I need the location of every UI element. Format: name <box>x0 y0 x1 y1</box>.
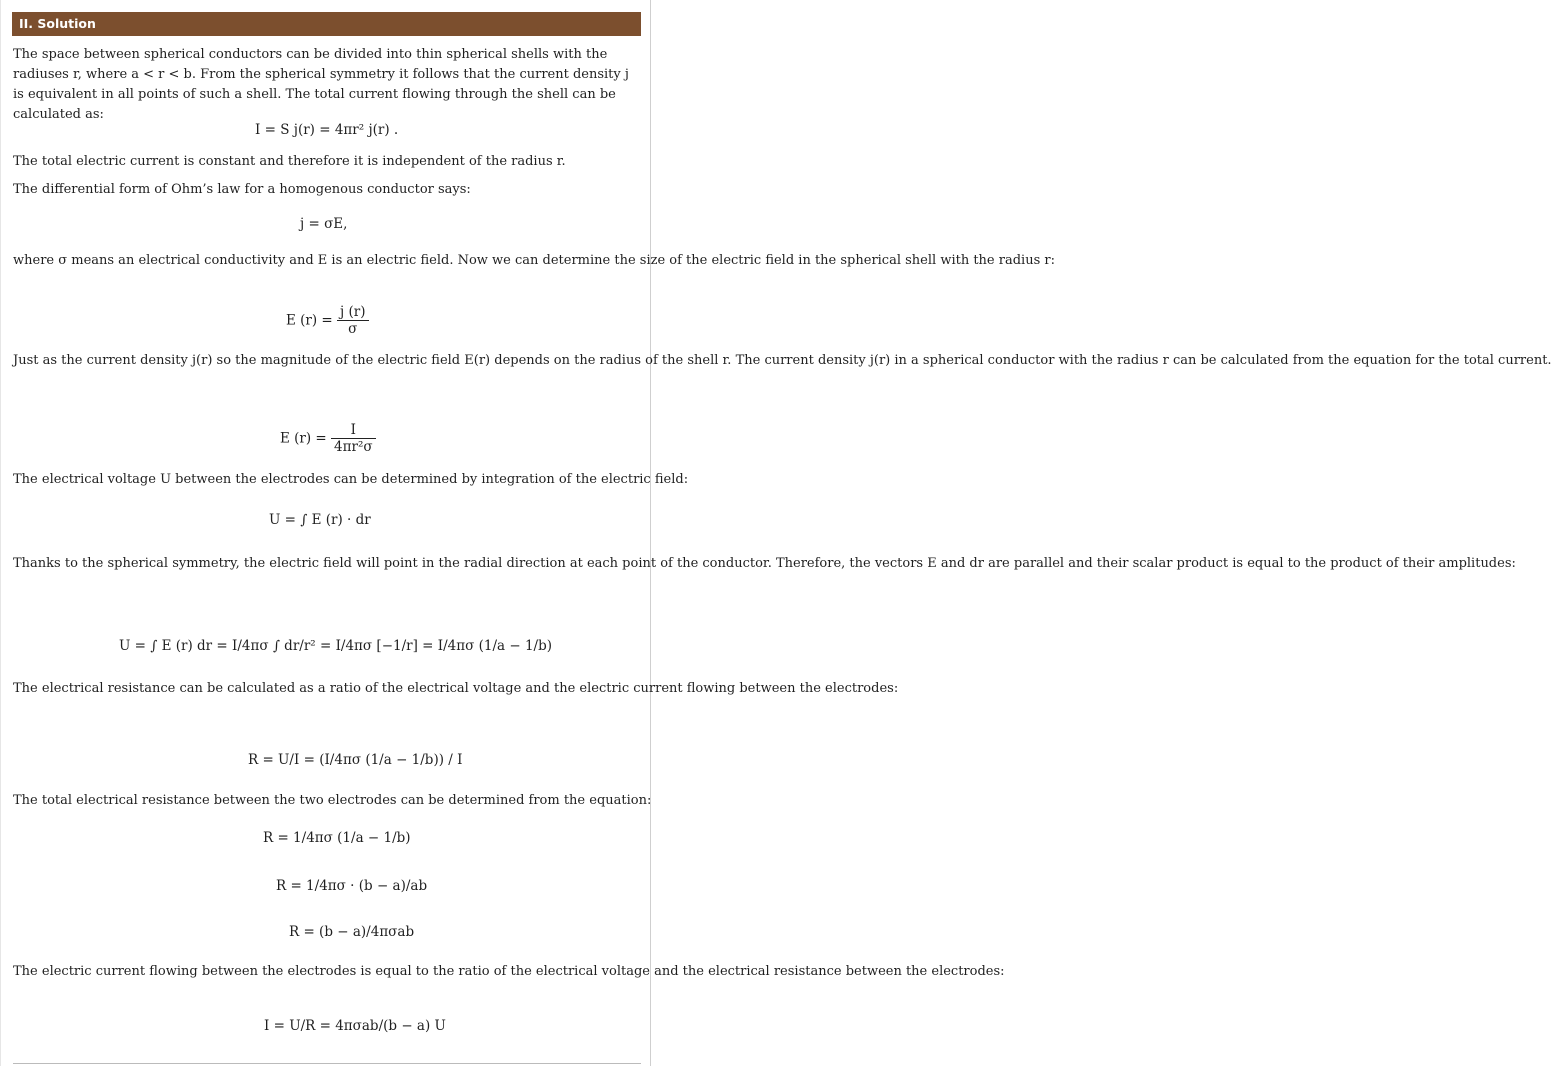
equation-voltage-integral: U = ∫ E (r) · dr <box>269 512 371 528</box>
paragraph-3: The differential form of Ohm’s law for a homogenous conductor says: <box>13 182 471 197</box>
section-title: II. Solution <box>19 16 96 31</box>
paragraph-8: The electrical resistance can be calculated as a ratio of the electrical voltage and the electric current flowing between the electrodes: <box>13 681 899 696</box>
equation-field-density <box>286 304 369 337</box>
equation-voltage-result: U = ∫ E (r) dr = I/4πσ ∫ dr/r² = I/4πσ [−1/r] = I/4πσ (1/a − 1/b) <box>119 638 553 654</box>
equation-resistance-3: R = (b − a)/4πσab <box>289 924 415 940</box>
equation-current: I = S j(r) = 4πr² j(r) . <box>255 122 399 138</box>
paragraph-5: Just as the current density j(r) so the magnitude of the electric field E(r) depends on the radius of the shell r. The current density j(r) in a spherical conductor with the radius r can be calculated from the equation for the total current. <box>13 353 1552 368</box>
eq3-denominator: σ <box>337 320 368 337</box>
eq4-denominator: 4πr²σ <box>331 438 376 455</box>
paragraph-6: The electrical voltage U between the electrodes can be determined by integration of the electric field: <box>13 472 689 487</box>
eq3-lhs: E (r) = <box>286 312 333 329</box>
paragraph-4: where σ means an electrical conductivity and E is an electric field. Now we can determine the size of the electric field in the spherical shell with the radius r: <box>13 253 1055 268</box>
eq4-numerator: I <box>350 422 356 438</box>
equation-resistance-1: R = 1/4πσ (1/a − 1/b) <box>263 830 411 846</box>
eq4-fraction <box>331 422 376 455</box>
paragraph-1: The space between spherical conductors can be divided into thin spherical shells with the radiuses r, where a < r < b. From the spherical symmetry it follows that the current density j is equivalent in all points of such a shell. The total current flowing through the shell can be calculated as: <box>13 47 629 122</box>
eq4-lhs: E (r) = <box>280 430 327 447</box>
equation-current-final: I = U/R = 4πσab/(b − a) U <box>264 1018 446 1034</box>
paragraph-10: The electric current flowing between the electrodes is equal to the ratio of the electrical voltage and the electrical resistance between the electrodes: <box>13 964 1005 979</box>
paragraph-2: The total electric current is constant and therefore it is independent of the radius r. <box>13 154 566 169</box>
equation-resistance-2: R = 1/4πσ · (b − a)/ab <box>276 878 428 894</box>
bottom-divider <box>13 1063 641 1064</box>
equation-field-radius <box>280 422 376 455</box>
eq3-numerator: j (r) <box>340 304 366 320</box>
section-header <box>12 12 641 36</box>
paragraph-7: Thanks to the spherical symmetry, the electric field will point in the radial direction at each point of the conductor. Therefore, the vectors E and dr are parallel and their scalar product is equal to the product of their amplitudes: <box>13 556 1516 571</box>
equation-ohms-law: j = σE, <box>300 216 348 232</box>
paragraph-9: The total electrical resistance between the two electrodes can be determined from the equation: <box>13 793 652 808</box>
equation-resistance-ratio: R = U/I = (I/4πσ (1/a − 1/b)) / I <box>248 752 463 768</box>
eq3-fraction <box>337 304 368 337</box>
